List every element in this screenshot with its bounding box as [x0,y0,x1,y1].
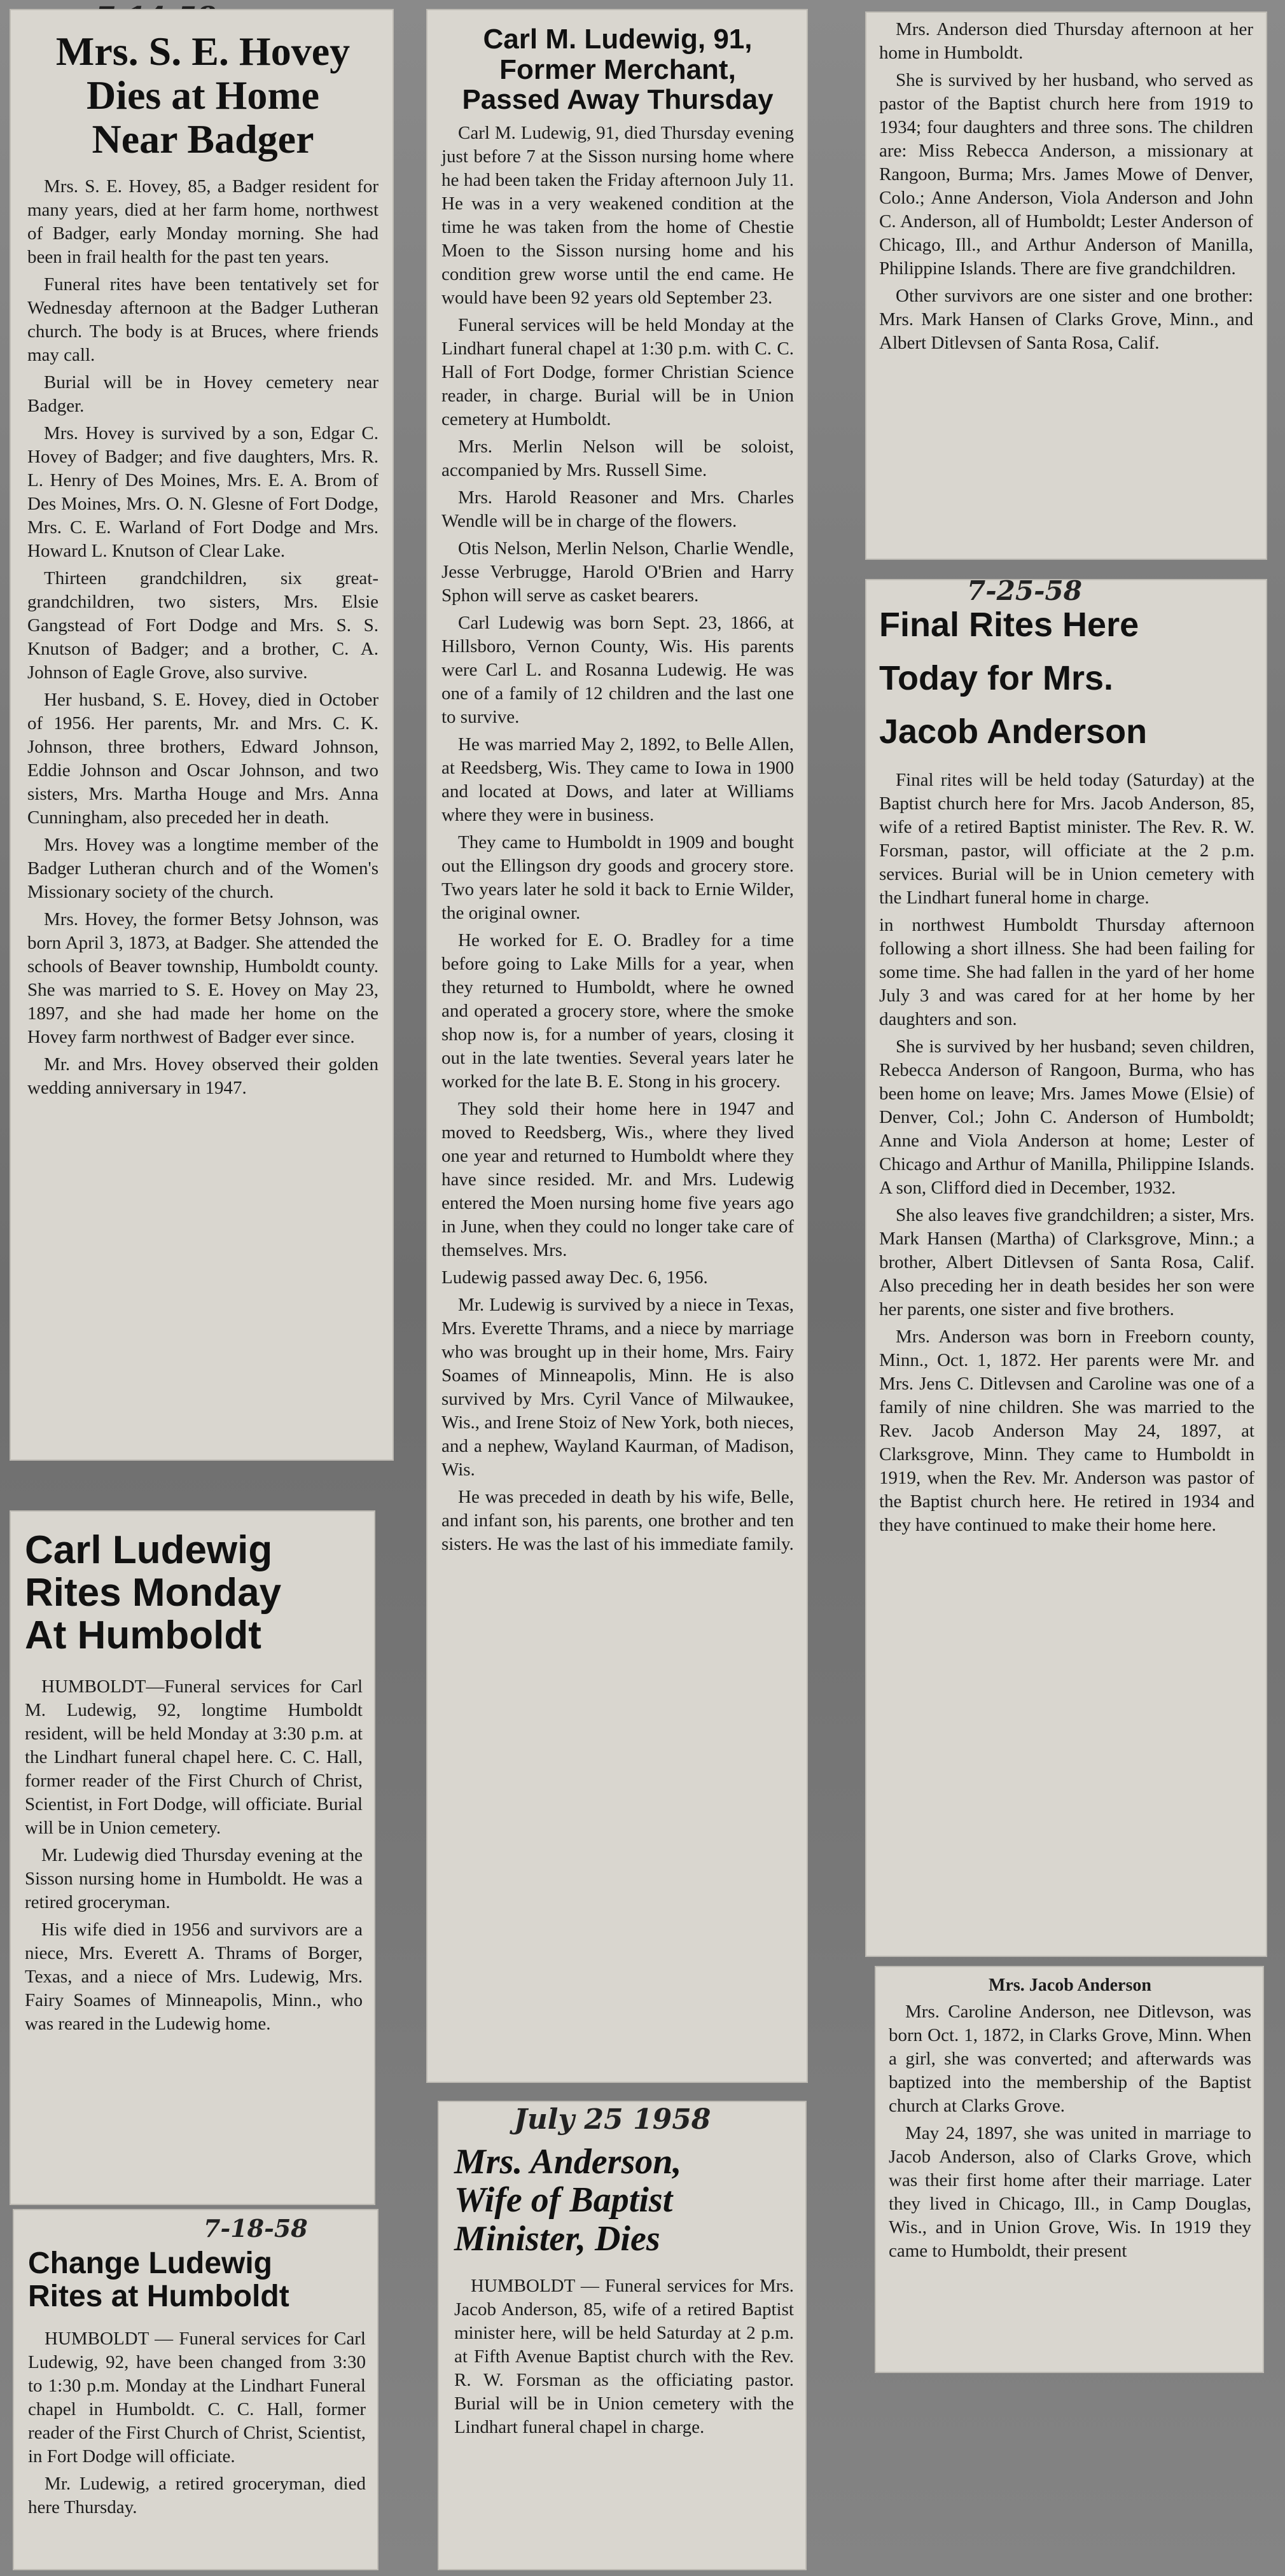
handwritten-date: July 25 1958 [514,2103,711,2136]
paragraph: She is survived by her husband, who served as pastor of the Baptist church here from 1919 to 1934; four daughters and three sons. The children are: Miss Rebecca Anderson, a missionary at Rangoon, Burma; Mrs. James Mowe of Denver, Colo.; Anne Anderson, Viola Anderson and John C. Anderson, all of Humboldt; Lester Anderson of Chicago, Ill., and Arthur Anderson of Manilla, Philippine Islands. There are five grandchildren. [879,70,1253,279]
paragraph: Mrs. Caroline Anderson, nee Ditlevson, was born Oct. 1, 1872, in Clarks Grove, Minn. When a girl, she was converted; and afterwards was baptized into the membership of the Baptist church at Clarks Grove. [889,2002,1251,2116]
headline: Carl M. Ludewig, 91, Former Merchant, Passed Away Thursday [462,24,774,116]
clipping-ludewig-rites [10,1510,375,2205]
handwritten-date: 7-18-58 [204,2214,308,2243]
paragraph: HUMBOLDT—Funeral services for Carl M. Ludewig, 92, longtime Humboldt resident, will be held Monday at 3:30 p.m. at the Lindhart funeral chapel here. C. C. Hall, former reader of the First Church of Christ, Scientist, in Fort Dodge, will officiate. Burial will be in Union cemetery. [25,1676,363,1838]
paragraph: Ludewig passed away Dec. 6, 1956. [441,1267,708,1288]
paragraph: Mrs. Harold Reasoner and Mrs. Charles Wendle will be in charge of the flowers. [441,487,794,531]
paragraph: May 24, 1897, she was united in marriage to Jacob Anderson, also of Clarks Grove, which was their first home after their marriage. Later they lived in Chicago, Ill., in Camp Douglas, Wis., and in Union Grove, Wis. In 1919 they came to Humboldt, their present [889,2123,1251,2261]
paragraph: Her husband, S. E. Hovey, died in October of 1956. Her parents, Mr. and Mrs. C. K. Johnson, three brothers, Edward Johnson, Eddie Johnson and Oscar Johnson, and two sisters, Mrs. Martha Houge and Mrs. Anna Cunningham, also preceded her in death. [27,690,379,828]
paragraph: His wife died in 1956 and survivors are a niece, Mrs. Everett A. Thrams of Borger, Texas, and a niece of Mrs. Ludewig, Mrs. Fairy Soames of Minneapolis, Minn., who was reared in the Ludewig home. [25,1919,363,2034]
clipping-anderson-final-rites [865,579,1267,1957]
paragraph: Thirteen grandchildren, six great-grandchildren, two sisters, Mrs. Elsie Gangstead of Fort Dodge and Mrs. S. S. Knutson of Badger; and a brother, C. A. Johnson of Eagle Grove, also survive. [27,568,379,683]
paragraph: Mr. and Mrs. Hovey observed their golden wedding anniversary in 1947. [27,1054,379,1099]
paragraph: She also leaves five grandchildren; a sister, Mrs. Mark Hansen (Martha) of Clarksgrove, Minn.; a brother, Albert Ditlevsen of Santa Rosa, Calif. Also preceding her in death besides her son were her parents, one sister and five brothers. [879,1205,1254,1319]
paragraph: Mrs. Hovey, the former Betsy Johnson, was born April 3, 1873, at Badger. She attended the schools of Beaver township, Humboldt county. She was married to S. E. Hovey on May 23, 1897, and she had made her home on the Hovey farm northwest of Badger ever since. [27,909,379,1048]
paragraph: Mr. Ludewig, a retired groceryman, died here Thursday. [28,2473,366,2517]
paragraph: Mrs. Hovey was a longtime member of the Badger Lutheran church and of the Women's Missionary society of the church. [27,835,379,903]
paragraph: He was married May 2, 1892, to Belle Allen, at Reedsberg, Wis. They came to Iowa in 1900 and located at Dows, and later at Williams where they were in business. [441,734,794,825]
headline: Final Rites Here Today for Mrs. Jacob Anderson [879,606,1148,751]
clipping-hovey [10,9,394,1461]
paragraph: He worked for E. O. Bradley for a time before going to Lake Mills for a year, when they returned to Humboldt, where he owned and operated a grocery store, where the smoke shop now is, for a number of years, closing it out in the late twenties. Several years later he worked for the late B. E. Stong in his grocery. [441,929,794,1092]
paragraph: Carl M. Ludewig, 91, died Thursday evening just before 7 at the Sisson nursing home where he had been taken the Friday afternoon July 11. He was in a very weakened condition at the time he was taken from the home of Chestie Moen to the Sisson nursing home and his condition grew worse until the end came. He would have been 92 years old September 23. [441,122,794,308]
headline: Mrs. Anderson, Wife of Baptist Minister, Dies [454,2142,682,2259]
paragraph: Burial will be in Hovey cemetery near Badger. [27,372,379,417]
paragraph: Mrs. Merlin Nelson will be soloist, accompanied by Mrs. Russell Sime. [441,436,794,480]
paragraph: Final rites will be held today (Saturday) at the Baptist church here for Mrs. Jacob Anderson, 85, wife of a retired Baptist minister. The Rev. R. W. Forsman, pastor, will officiate at the 2 p.m. services. Burial will be in Union cemetery with the Lindhart funeral home in charge. [879,770,1254,908]
paragraph: Mrs. Anderson was born in Freeborn county, Minn., Oct. 1, 1872. Her parents were Mr. and Mrs. Jens C. Ditlevsen and Caroline was one of a family of nine children. She was married to the Rev. Jacob Anderson May 24, 1897, at Clarksgrove, Minn. They came to Humboldt in 1919, when the Rev. Mr. Anderson was pastor of the Baptist church here. He retired in 1934 and they have continued to make their home here. [879,1326,1254,1535]
paragraph: He was preceded in death by his wife, Belle, and infant son, his parents, one brother and ten sisters. He was the last of his immediate family. [441,1486,794,1554]
headline: Change Ludewig Rites at Humboldt [28,2246,289,2313]
clipping-anderson-continued [865,11,1267,560]
paragraph: Funeral services will be held Monday at the Lindhart funeral chapel at 1:30 p.m. with C. C. Hall of Fort Dodge, former Christian Science reader, in charge. Burial will be in Union cemetery at Humboldt. [441,314,794,429]
clipping-mrs-jacob-anderson [875,1966,1264,2373]
paragraph: Mrs. S. E. Hovey, 85, a Badger resident for many years, died at her farm home, northwest of Badger, early Monday morning. She had been in frail health for the past ten years. [27,176,379,268]
headline: Carl Ludewig Rites Monday At Humboldt [25,1528,282,1657]
paragraph: Mr. Ludewig died Thursday evening at the Sisson nursing home in Humboldt. He was a retired groceryman. [25,1844,363,1912]
paragraph: She is survived by her husband; seven children, Rebecca Anderson of Rangoon, Burma, who has been home on leave; Mrs. James Mowe (Elsie) of Denver, Col.; John C. Anderson of Humboldt; Anne and Viola Anderson at home; Lester of Chicago and Arthur of Manilla, Philippine Islands. A son, Clifford died in December, 1932. [879,1036,1254,1198]
paragraph: Funeral rites have been tentatively set for Wednesday afternoon at the Badger Lutheran church. The body is at Bruces, where friends may call. [27,274,379,366]
headline: Mrs. S. E. Hovey Dies at Home Near Badger [55,29,351,162]
clipping-ludewig-obituary [426,9,808,2083]
subhead: Mrs. Jacob Anderson [989,1975,1151,1995]
paragraph: Mrs. Hovey is survived by a son, Edgar C. Hovey of Badger; and five daughters, Mrs. R. L. Henry of Des Moines, Mrs. E. A. Brom of Des Moines, Mrs. O. N. Glesne of Fort Dodge, Mrs. C. E. Warland of Fort Dodge and Mrs. Howard L. Knutson of Clear Lake. [27,423,379,562]
paragraph: Carl Ludewig was born Sept. 23, 1866, at Hillsboro, Vernon County, Wis. His parents were Carl L. and Rosanna Ludewig. He was one of a family of 12 children and the last one to survive. [441,612,794,727]
paragraph: Other survivors are one sister and one brother: Mrs. Mark Hansen of Clarks Grove, Minn., and Albert Ditlevsen of Santa Rosa, Calif. [879,286,1253,353]
paragraph: HUMBOLDT — Funeral services for Mrs. Jacob Anderson, 85, wife of a retired Baptist minister here, will be held Saturday at 2 p.m. at Fifth Avenue Baptist church with the Rev. R. W. Forsman as the officiating pastor. Burial will be in Union cemetery with the Lindhart funeral chapel in charge. [454,2276,794,2438]
clipping-anderson-dies [438,2101,807,2570]
paragraph: in northwest Humboldt Thursday afternoon following a short illness. She had been failing for some time. She had fallen in the yard of her home July 3 and was cared for at her home by her daughters and son. [879,915,1254,1029]
paragraph: HUMBOLDT — Funeral services for Carl Ludewig, 92, have been changed from 3:30 to 1:30 p.m. Monday at the Lindhart Funeral chapel in Humboldt. C. C. Hall, former reader of the First Church of Christ, Scientist, in Fort Dodge will officiate. [28,2328,366,2467]
clipping-ludewig-change [13,2209,379,2570]
paragraph: Mr. Ludewig is survived by a niece in Texas, Mrs. Everette Thrams, and a niece by marriage who was brought up in their home, Mrs. Fairy Soames of Minneapolis, Minn. He is also survived by Mrs. Cyril Vance of Milwaukee, Wis., and Irene Stoiz of New York, both nieces, and a nephew, Wayland Kaurman, of Madison, Wis. [441,1294,794,1480]
paragraph: Otis Nelson, Merlin Nelson, Charlie Wendle, Jesse Verbrugge, Harold O'Brien and Harry Sphon will serve as casket bearers. [441,538,794,606]
paragraph: They sold their home here in 1947 and moved to Reedsberg, Wis., where they lived one year and returned to Humboldt where they have since resided. Mr. and Mrs. Ludewig entered the Moen nursing home five years ago in June, when they could no longer take care of themselves. Mrs. [441,1098,794,1260]
paragraph: They came to Humboldt in 1909 and bought out the Ellingson dry goods and grocery store. Two years later he sold it back to Ernie Wilder, the original owner. [441,832,794,923]
handwritten-date: 7-25-58 [967,579,1082,606]
paragraph: Mrs. Anderson died Thursday afternoon at her home in Humboldt. [879,19,1253,63]
